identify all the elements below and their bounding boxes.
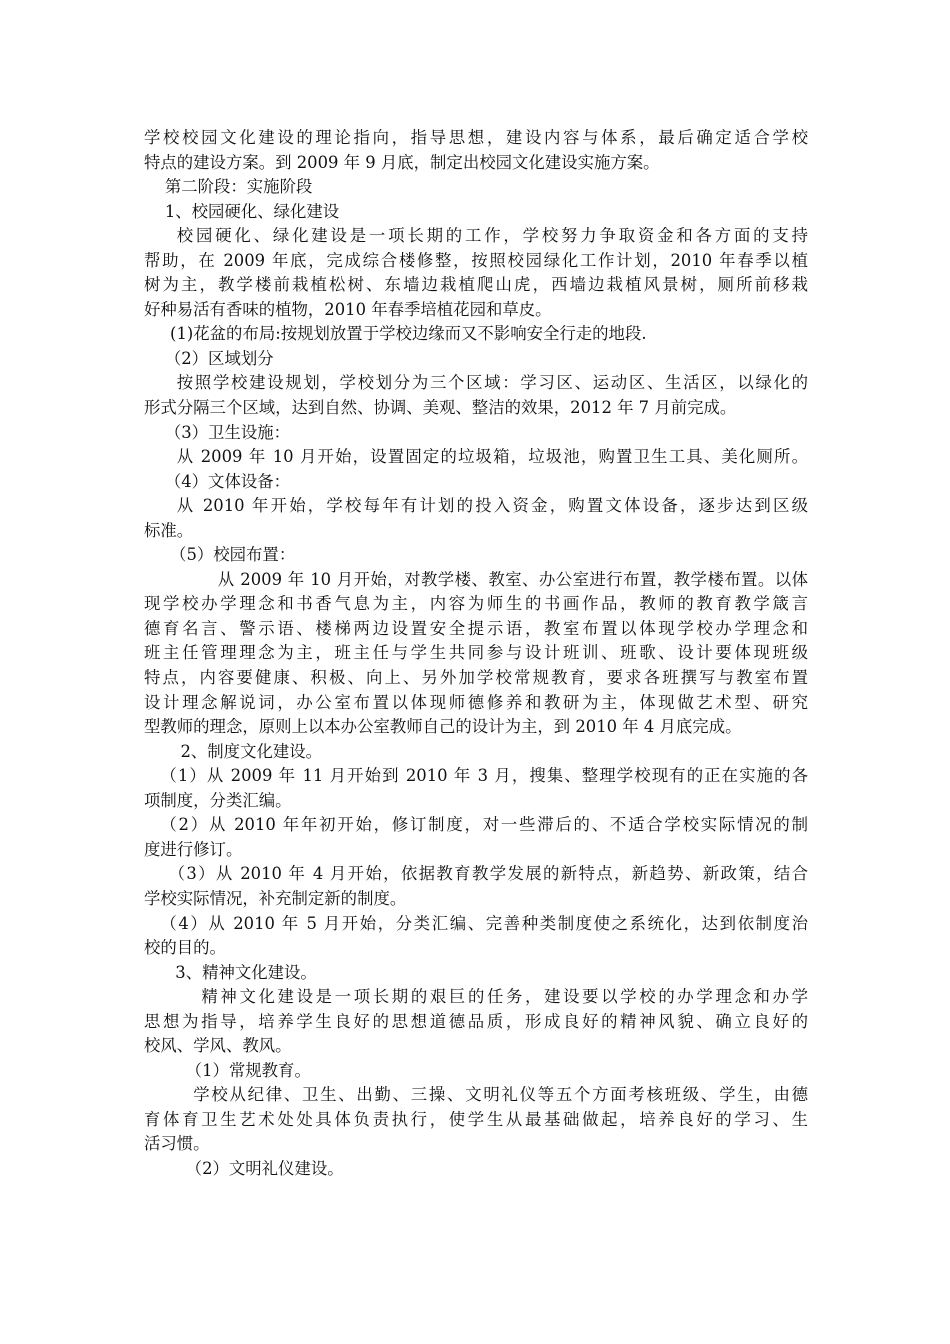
- text-line: （3）从 2010 年 4 月开始，依据教育教学发展的新特点，新趋势、新政策，结合: [168, 864, 808, 884]
- text-line: 度进行修订。: [144, 839, 243, 859]
- text-line: 1、校园硬化、绿化建设: [144, 201, 340, 221]
- text-line: 特点，内容要健康、积极、向上、另外加学校常规教育，要求各班撰写与教室布置: [144, 668, 808, 688]
- text-line: 德育名言、警示语、楼梯两边设置安全提示语，教室布置以体现学校办学理念和: [144, 618, 808, 638]
- text-line: 校风、学风、教风。: [144, 1036, 292, 1056]
- text-line: 育体育卫生艺术处处具体负责执行，使学生从最基础做起，培养良好的学习、生: [144, 1109, 808, 1129]
- text-line: 标准。: [144, 520, 194, 540]
- text-line: 2、制度文化建设。: [144, 741, 323, 761]
- text-line: 从 2010 年开始，学校每年有计划的投入资金，购置文体设备，逐步达到区级: [176, 496, 808, 516]
- text-line: 帮助，在 2009 年底，完成综合楼修整，按照校园绿化工作计划，2010 年春季以植: [144, 250, 808, 270]
- text-line: （2）文明礼仪建设。: [144, 1158, 344, 1178]
- text-line: 活习惯。: [144, 1134, 210, 1154]
- text-line: 特点的建设方案。到 2009 年 9 月底，制定出校园文化建设实施方案。: [144, 152, 660, 172]
- text-line: 设计理念解说词，办公室布置以体现师德修养和教研为主，体现做艺术型、研究: [144, 692, 808, 712]
- text-line: 班主任管理理念为主，班主任与学生共同参与设计班训、班歌、设计要体现班级: [144, 643, 808, 663]
- text-line: （2）区域划分: [144, 348, 274, 368]
- text-line: （5）校园布置：: [144, 545, 296, 565]
- text-line: 思想为指导，培养学生良好的思想道德品质，形成良好的精神风貌、确立良好的: [144, 1011, 808, 1031]
- text-line: 学校从纪律、卫生、出勤、三操、文明礼仪等五个方面考核班级、学生，由德: [193, 1085, 808, 1105]
- text-line: 学校实际情况，补充制定新的制度。: [144, 888, 407, 908]
- document-body: [144, 126, 808, 1182]
- text-line: 校的目的。: [144, 938, 226, 958]
- text-line: 好种易活有香味的植物，2010 年春季培植花园和草皮。: [144, 299, 552, 319]
- text-line: （2）从 2010 年年初开始，修订制度，对一些滞后的、不适合学校实际情况的制: [160, 815, 808, 835]
- text-line: 3、精神文化建设。: [144, 962, 317, 982]
- text-line: 树为主，教学楼前栽植松树、东墙边栽植爬山虎，西墙边栽植风景树，厕所前移栽: [144, 275, 808, 295]
- text-line: 从 2009 年 10 月开始，设置固定的垃圾箱，垃圾池，购置卫生工具、美化厕所。: [176, 447, 808, 467]
- text-line: 按照学校建设规划，学校划分为三个区域：学习区、运动区、生活区，以绿化的: [176, 373, 808, 393]
- text-line: （4）从 2010 年 5 月开始，分类汇编、完善种类制度使之系统化，达到依制度治: [160, 913, 808, 933]
- text-line: 项制度，分类汇编。: [144, 790, 292, 810]
- text-line: 型教师的理念，原则上以本办公室教师自己的设计为主，到 2010 年 4 月底完成。: [144, 717, 742, 737]
- text-line: （1）常规教育。: [144, 1060, 311, 1080]
- text-line: 第二阶段：实施阶段: [144, 177, 313, 197]
- text-line: （4）文体设备：: [144, 471, 291, 491]
- text-line: 精神文化建设是一项长期的艰巨的任务，建设要以学校的办学理念和办学: [201, 987, 808, 1007]
- text-line: 现学校办学理念和书香气息为主，内容为师生的书画作品，教师的教育教学箴言: [144, 594, 808, 614]
- text-line: （3）卫生设施：: [144, 422, 291, 442]
- text-line: 学校校园文化建设的理论指向，指导思想，建设内容与体系，最后确定适合学校: [144, 128, 808, 147]
- text-line: (1)花盆的布局:按规划放置于学校边缘而又不影响安全行走的地段.: [144, 324, 647, 344]
- text-line: 形式分隔三个区域，达到自然、协调、美观、整洁的效果，2012 年 7 月前完成。: [144, 398, 737, 418]
- text-line: （1）从 2009 年 11 月开始到 2010 年 3 月，搜集、整理学校现有的正在实施的各: [160, 766, 808, 786]
- text-line: 从 2009 年 10 月开始，对教学楼、教室、办公室进行布置，教学楼布置。以体: [217, 569, 808, 589]
- text-line: 校园硬化、绿化建设是一项长期的工作，学校努力争取资金和各方面的支持: [176, 226, 808, 246]
